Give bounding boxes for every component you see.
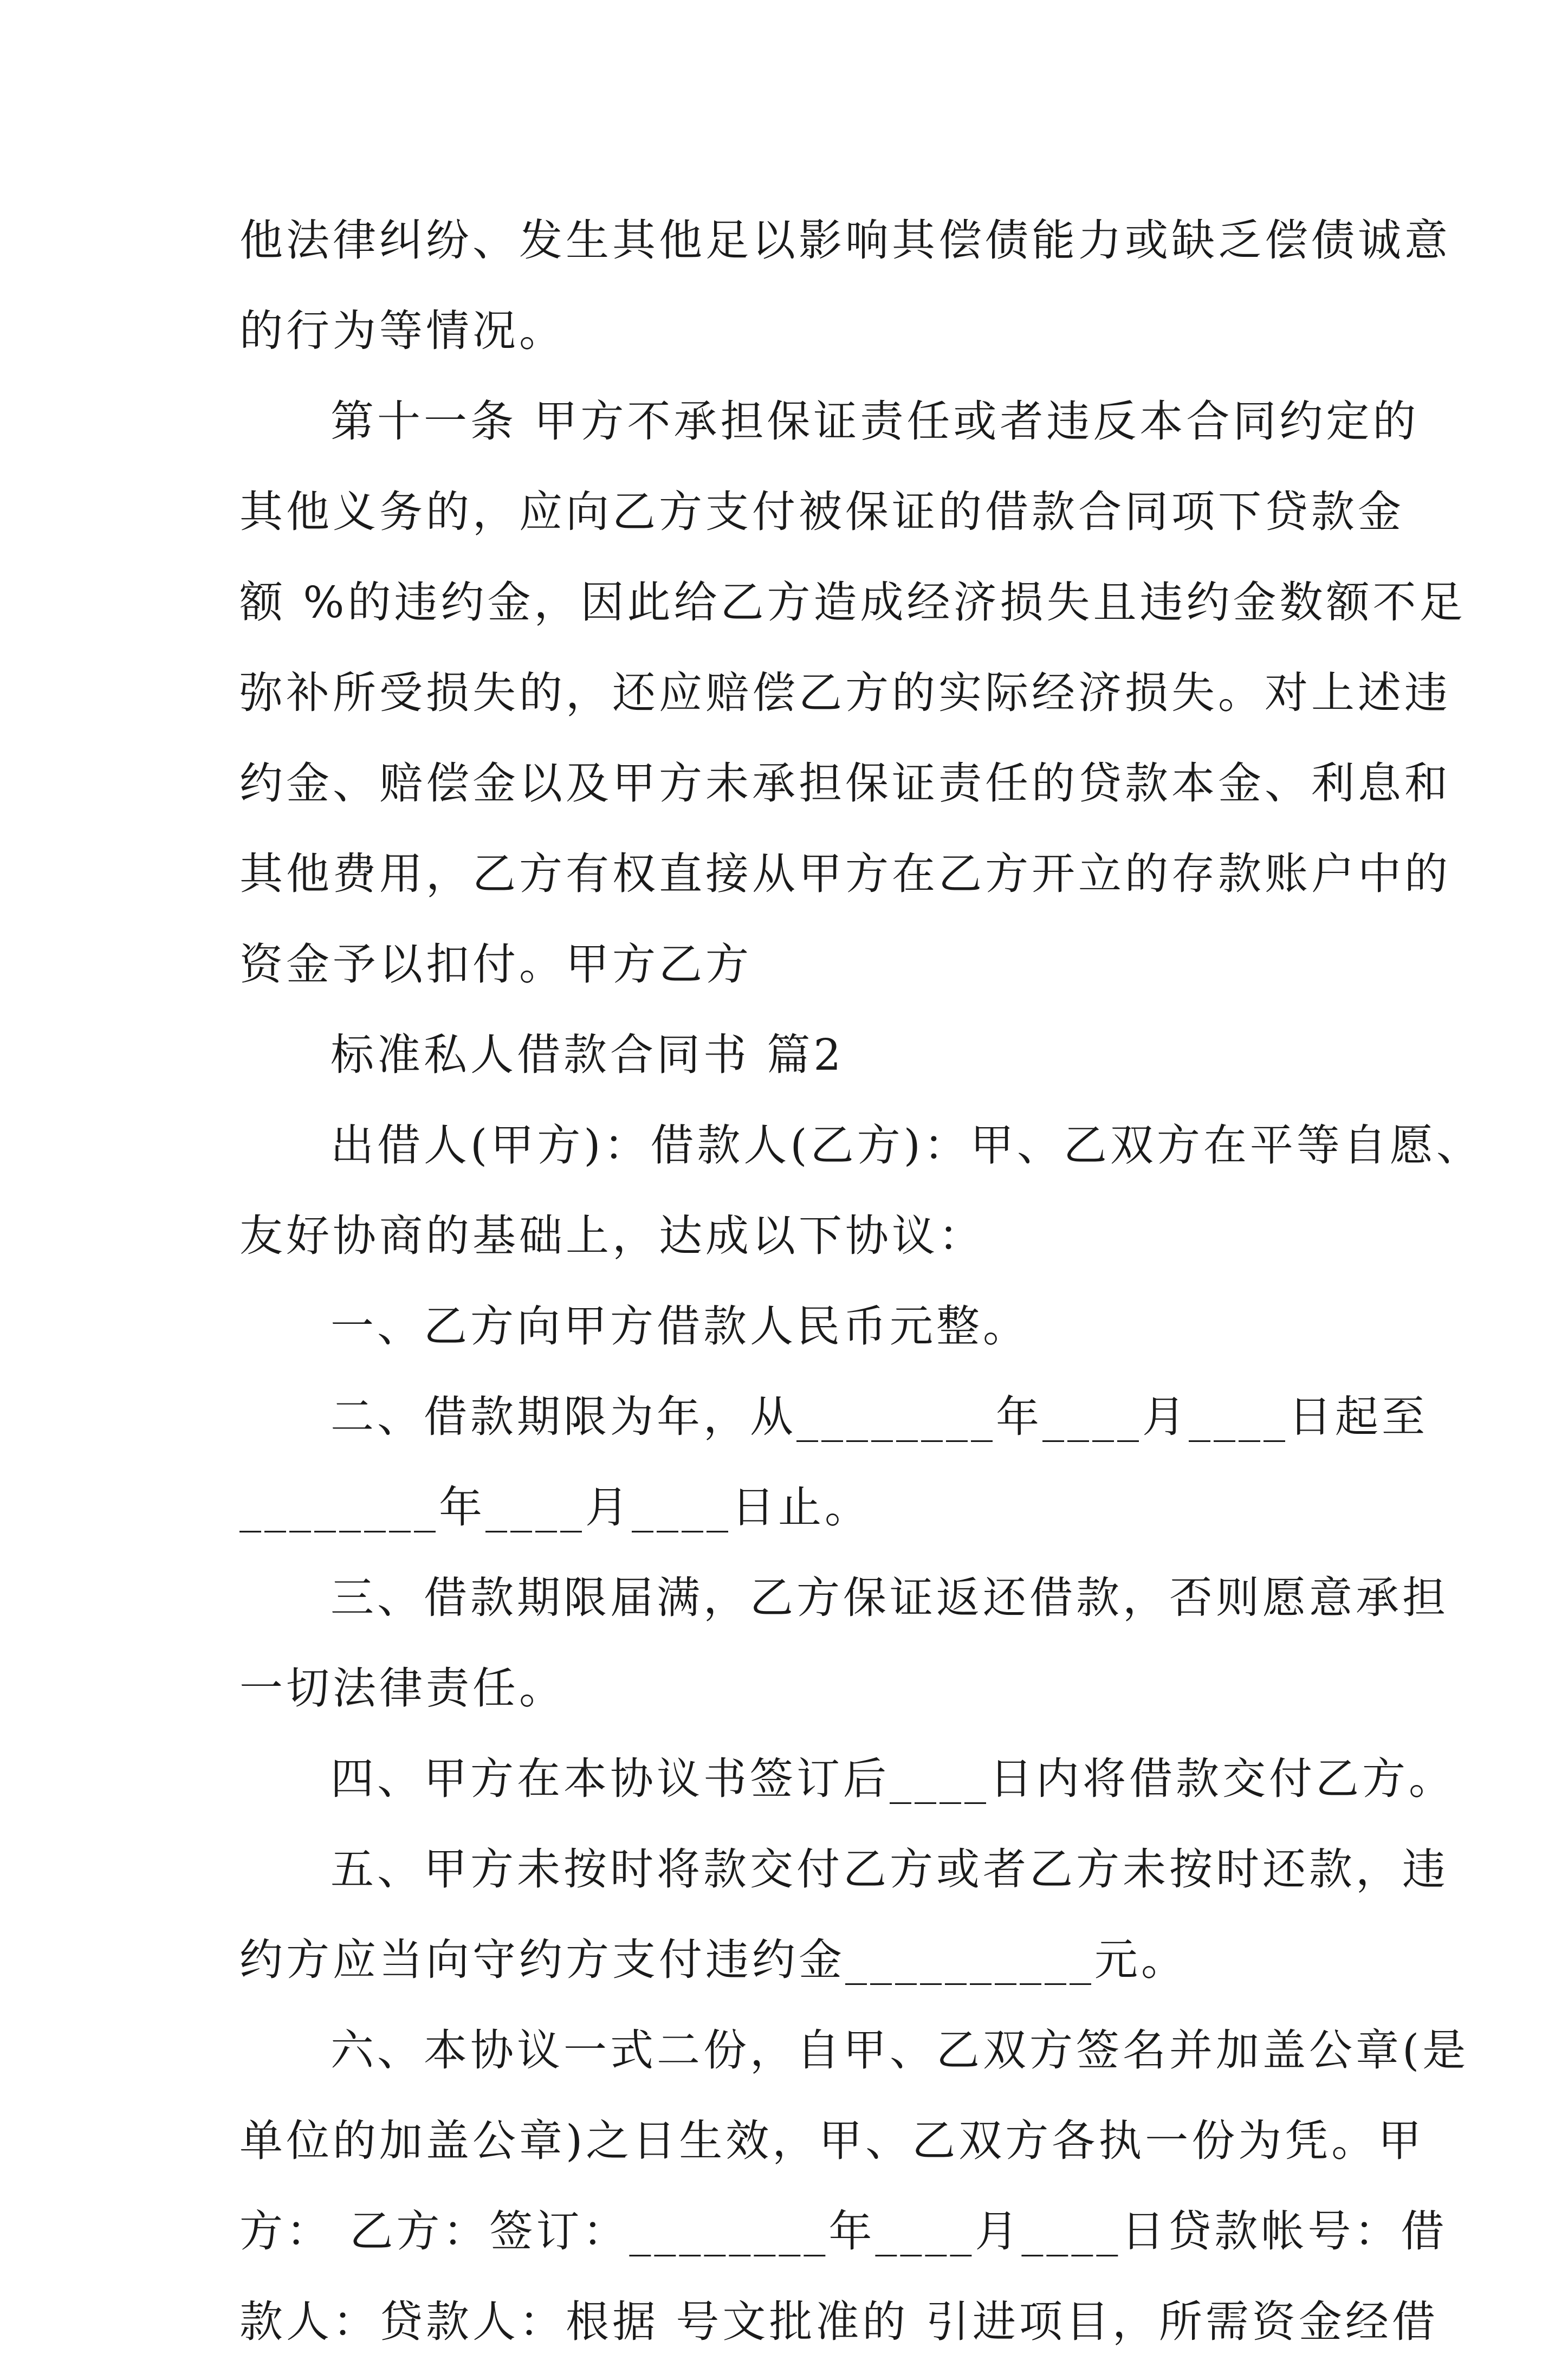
text-line: 一、乙方向甲方借款人民币元整。 [331, 1301, 1029, 1351]
section-heading: 标准私人借款合同书 篇2 [331, 1030, 845, 1080]
text-line: 五、甲方未按时将款交付乙方或者乙方未按时还款，违 [331, 1844, 1449, 1894]
text-line: 其他费用，乙方有权直接从甲方在乙方开立的存款账户中的 [239, 849, 1451, 899]
text-line: 其他义务的，应向乙方支付被保证的借款合同项下贷款金 [239, 487, 1404, 537]
text-line: 资金予以扣付。甲方乙方 [239, 939, 752, 990]
text-line: 单位的加盖公章)之日生效，甲、乙双方各执一份为凭。甲 [239, 2116, 1425, 2166]
text-line: 第十一条 甲方不承担保证责任或者违反本合同约定的 [331, 396, 1420, 447]
text-line: 四、甲方在本协议书签订后____日内将借款交付乙方。 [331, 1754, 1455, 1804]
text-line: 约方应当向守约方支付违约金__________元。 [239, 1935, 1188, 1985]
text-line: ________年____月____日止。 [239, 1482, 871, 1532]
text-line: 六、本协议一式二份，自甲、乙双方签名并加盖公章(是 [331, 2025, 1469, 2075]
text-line: 额 %的违约金，因此给乙方造成经济损失且违约金数额不足 [239, 577, 1466, 628]
text-line: 二、借款期限为年，从________年____月____日起至 [331, 1392, 1428, 1442]
text-line: 弥补所受损失的，还应赔偿乙方的实际经济损失。对上述违 [239, 668, 1451, 718]
text-line: 他法律纠纷、发生其他足以影响其偿债能力或缺乏偿债诚意 [239, 215, 1451, 266]
text-line: 一切法律责任。 [239, 1663, 566, 1713]
text-line: 出借人(甲方)：借款人(乙方)：甲、乙双方在平等自愿、 [331, 1120, 1483, 1170]
text-line: 的行为等情况。 [239, 306, 566, 356]
text-line: 方： 乙方：签订：________年____月____日贷款帐号：借 [239, 2206, 1448, 2256]
text-line: 款人：贷款人：根据 号文批准的 引进项目，所需资金经借 [239, 2297, 1439, 2347]
text-line: 三、借款期限届满，乙方保证返还借款，否则愿意承担 [331, 1573, 1449, 1623]
text-line: 约金、赔偿金以及甲方未承担保证责任的贷款本金、利息和 [239, 758, 1451, 809]
text-line: 友好协商的基础上，达成以下协议： [239, 1211, 985, 1261]
document-body [239, 195, 1483, 2367]
